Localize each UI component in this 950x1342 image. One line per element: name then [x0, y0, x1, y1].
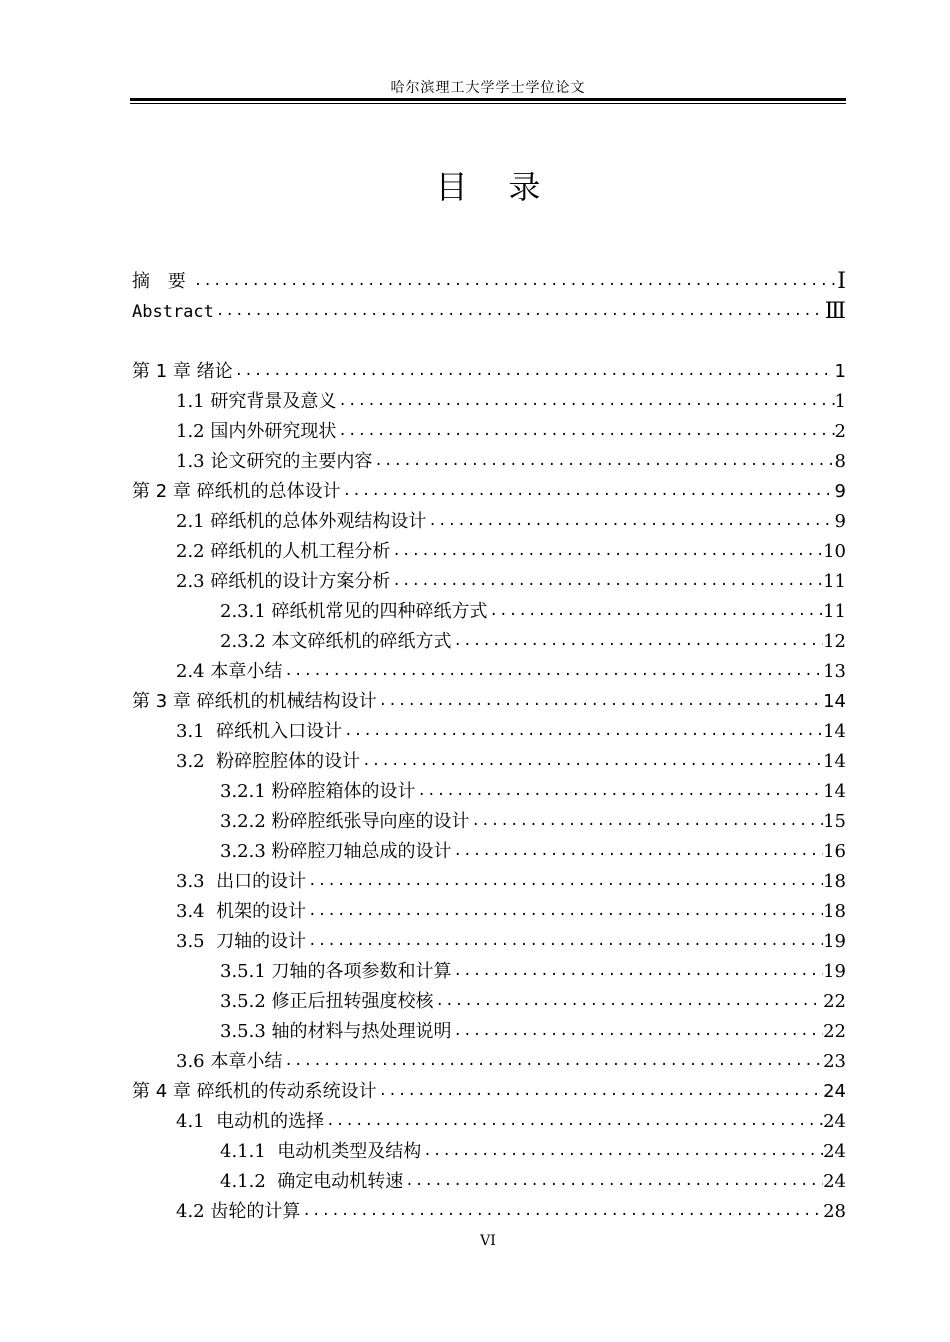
toc-entry-label: 3.3 出口的设计 [176, 871, 307, 892]
toc-entry-page: 24 [823, 1171, 846, 1192]
toc-entry-abstract-cn[interactable] [132, 263, 846, 293]
toc-entry-chapter[interactable] [132, 473, 846, 503]
toc-entry-label: 摘 要 [132, 271, 192, 292]
toc-entry-subsection[interactable] [132, 1133, 846, 1163]
page-number: VI [480, 1233, 496, 1249]
toc-leader-dots [306, 930, 823, 952]
toc-leader-dots [214, 300, 825, 322]
toc-entry-section[interactable] [132, 863, 846, 893]
toc-leader-dots [434, 990, 824, 1012]
toc-leader-dots [282, 1050, 823, 1072]
toc-entry-label: 2.1 碎纸机的总体外观结构设计 [176, 511, 427, 532]
toc-entry-section[interactable] [132, 1043, 846, 1073]
toc-leader-dots [403, 1170, 823, 1192]
toc-leader-dots [452, 630, 824, 652]
toc-leader-dots [488, 600, 824, 622]
toc-entry-label: 4.2 齿轮的计算 [176, 1201, 301, 1222]
toc-entry-page: 8 [834, 451, 846, 472]
toc-entry-label: 3.6 本章小结 [176, 1051, 283, 1072]
toc-entry-page: 28 [823, 1201, 846, 1222]
toc-entry-page: 22 [823, 1021, 846, 1042]
toc-entry-page: 16 [823, 841, 846, 862]
toc-entry-page: 14 [823, 751, 846, 772]
toc-entry-label: 3.2.1 粉碎腔箱体的设计 [220, 781, 416, 802]
toc-entry-subsection[interactable] [132, 773, 846, 803]
toc-entry-label: 3.2.2 粉碎腔纸张导向座的设计 [220, 811, 470, 832]
toc-entry-subsection[interactable] [132, 833, 846, 863]
toc-entry-label: 3.5.2 修正后扭转强度校核 [220, 991, 434, 1012]
toc-leader-dots [192, 270, 838, 292]
toc-entry-label: 3.5.3 轴的材料与热处理说明 [220, 1021, 452, 1042]
toc-entry-label: 1.3 论文研究的主要内容 [176, 451, 373, 472]
toc-leader-dots [360, 750, 823, 772]
toc-entry-label: 3.2.3 粉碎腔刀轴总成的设计 [220, 841, 452, 862]
toc-leader-dots [282, 660, 823, 682]
toc-entry-label: Abstract [132, 302, 214, 322]
toc-entry-page: 13 [823, 661, 846, 682]
toc-leader-dots [341, 480, 835, 502]
toc-leader-dots [470, 810, 824, 832]
toc-entry-label: 第 2 章 碎纸机的总体设计 [132, 481, 341, 502]
toc-entry-page: 18 [823, 901, 846, 922]
toc-entry-label: 第 1 章 绪论 [132, 361, 233, 382]
toc-entry-page: 18 [823, 871, 846, 892]
toc-entry-label: 2.4 本章小结 [176, 661, 283, 682]
toc-entry-subsection[interactable] [132, 953, 846, 983]
toc-leader-dots [306, 870, 823, 892]
toc-entry-page: 14 [823, 781, 846, 802]
toc-entry-page: 15 [823, 811, 846, 832]
toc-entry-page: 24 [823, 1111, 846, 1132]
toc-leader-dots [233, 360, 835, 382]
toc-leader-dots [416, 780, 824, 802]
toc-entry-subsection[interactable] [132, 623, 846, 653]
header-rule-thin [130, 103, 846, 104]
toc-entry-label: 2.3.1 碎纸机常见的四种碎纸方式 [220, 601, 488, 622]
toc-entry-section[interactable] [132, 653, 846, 683]
toc-entry-section[interactable] [132, 413, 846, 443]
toc-leader-dots [452, 1020, 824, 1042]
toc-entry-section[interactable] [132, 443, 846, 473]
toc-leader-dots [421, 1140, 823, 1162]
toc-entry-label: 第 4 章 碎纸机的传动系统设计 [132, 1081, 377, 1102]
toc-entry-section[interactable] [132, 1193, 846, 1223]
toc-entry-section[interactable] [132, 1103, 846, 1133]
toc-entry-chapter[interactable] [132, 683, 846, 713]
toc-leader-dots [342, 720, 823, 742]
toc-entry-page: 24 [823, 1081, 846, 1102]
toc-entry-label: 4.1.2 确定电动机转速 [220, 1171, 404, 1192]
toc-entry-page: 22 [823, 991, 846, 1012]
toc-entry-abstract-en[interactable] [132, 293, 846, 323]
toc-entry-label: 2.3.2 本文碎纸机的碎纸方式 [220, 631, 452, 652]
toc-entry-label: 3.2 粉碎腔腔体的设计 [176, 751, 361, 772]
toc-entry-page: 11 [823, 571, 846, 592]
toc-entry-section[interactable] [132, 893, 846, 923]
toc-entry-label: 3.4 机架的设计 [176, 901, 307, 922]
toc-entry-page: 23 [823, 1051, 846, 1072]
toc-entry-label: 2.2 碎纸机的人机工程分析 [176, 541, 391, 562]
toc-entry-section[interactable] [132, 923, 846, 953]
toc-entry-section[interactable] [132, 563, 846, 593]
toc-entry-page: 14 [823, 721, 846, 742]
toc-leader-dots [324, 1110, 823, 1132]
toc-entry-page: Ⅲ [824, 299, 846, 324]
page-title: 目 录 [435, 168, 541, 206]
toc-leader-dots [390, 540, 823, 562]
toc-entry-chapter[interactable] [132, 353, 846, 383]
toc-entry-subsection[interactable] [132, 1013, 846, 1043]
toc-entry-page: 19 [823, 931, 846, 952]
toc-entry-page: 11 [823, 601, 846, 622]
toc-leader-dots [306, 900, 823, 922]
toc-leader-dots [336, 420, 834, 442]
toc-entry-section[interactable] [132, 713, 846, 743]
toc-leader-dots [300, 1200, 823, 1222]
toc-entry-page: 1 [834, 391, 846, 412]
toc-entry-page: 24 [823, 1141, 846, 1162]
toc-leader-dots [377, 1080, 823, 1102]
toc-entry-label: 3.5 刀轴的设计 [176, 931, 307, 952]
toc-entry-chapter[interactable] [132, 1073, 846, 1103]
toc-entry-section[interactable] [132, 383, 846, 413]
toc-leader-dots [377, 690, 823, 712]
toc-entry-page: Ⅰ [837, 269, 846, 294]
toc-entry-page: 9 [834, 481, 846, 502]
toc-entry-page: 9 [834, 511, 846, 532]
toc-leader-dots [426, 510, 834, 532]
toc-leader-dots [452, 840, 824, 862]
toc-entry-section[interactable] [132, 533, 846, 563]
toc-entry-page: 10 [823, 541, 846, 562]
running-header: 哈尔滨理工大学学士学位论文 [390, 80, 586, 96]
toc-entry-label: 4.1 电动机的选择 [176, 1111, 325, 1132]
toc-entry-page: 14 [823, 691, 846, 712]
toc-leader-dots [372, 450, 834, 472]
toc-entry-subsection[interactable] [132, 983, 846, 1013]
toc-entry-page: 1 [834, 361, 846, 382]
toc-entry-page: 19 [823, 961, 846, 982]
toc-leader-dots [452, 960, 824, 982]
toc-entry-label: 1.2 国内外研究现状 [176, 421, 337, 442]
toc-entry-subsection[interactable] [132, 593, 846, 623]
toc-entry-page: 2 [834, 421, 846, 442]
toc-entry-label: 2.3 碎纸机的设计方案分析 [176, 571, 391, 592]
toc-entry-label: 4.1.1 电动机类型及结构 [220, 1141, 422, 1162]
toc-entry-section[interactable] [132, 743, 846, 773]
toc-leader-dots [336, 390, 834, 412]
toc-entry-label: 3.1 碎纸机入口设计 [176, 721, 343, 742]
toc-entry-label: 1.1 研究背景及意义 [176, 391, 337, 412]
header-rule-thick [130, 98, 846, 101]
toc-entry-subsection[interactable] [132, 1163, 846, 1193]
toc-entry-label: 3.5.1 刀轴的各项参数和计算 [220, 961, 452, 982]
toc-entry-subsection[interactable] [132, 803, 846, 833]
toc-entry-page: 12 [823, 631, 846, 652]
toc-leader-dots [390, 570, 823, 592]
toc-entry-section[interactable] [132, 503, 846, 533]
toc-entry-label: 第 3 章 碎纸机的机械结构设计 [132, 691, 377, 712]
